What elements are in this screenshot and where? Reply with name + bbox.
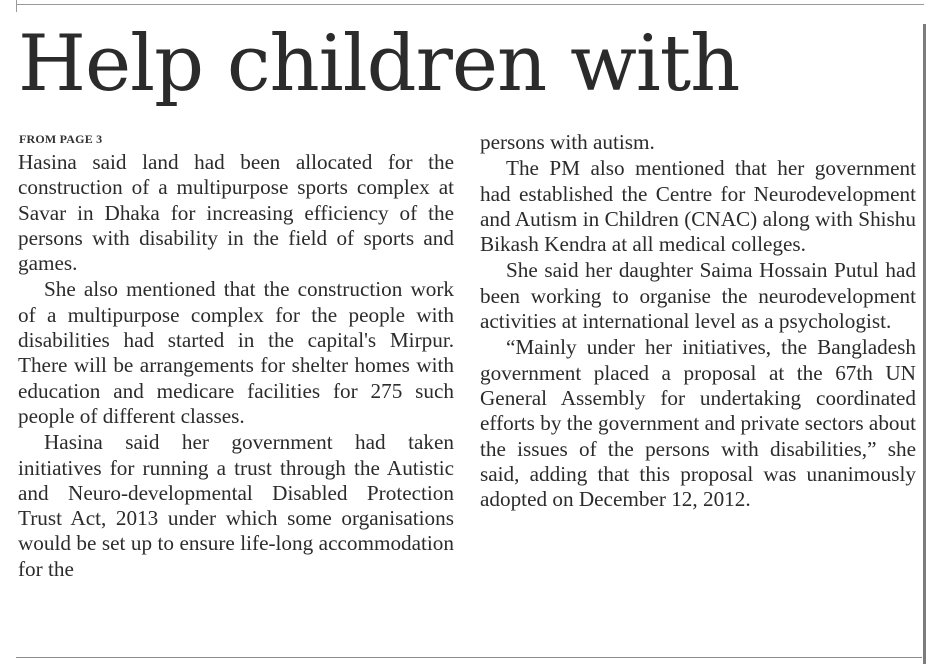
- paragraph-land-allocation: Hasina said land had been allocated for the construction of a multipurpose sports complex at Savar in Dhaka for increasing efficiency of the persons with disability in the field of sports and games.: [18, 150, 454, 276]
- paragraph-continuation: persons with autism.: [480, 130, 655, 154]
- top-left-tick: [16, 0, 17, 12]
- top-rule: [16, 4, 924, 5]
- left-column: [18, 150, 454, 582]
- paragraph-un-proposal: “Mainly under her initiatives, the Bangladesh government placed a proposal at the 67th UN General Assembly for undertaking coordinated efforts by the government and private sectors about the issues of the persons with disabilities,” she said, adding that this proposal was unanimously adopted on December 12, 2012.: [480, 335, 916, 512]
- right-column-rule: [923, 24, 926, 664]
- right-column: [480, 130, 916, 512]
- jump-kicker: FROM PAGE 3: [19, 132, 103, 146]
- paragraph-mirpur-complex: She also mentioned that the construction work of a multipurpose complex for the people with disabilities had started in the capital's Mirpur. There will be arrangements for shelter homes with education and medicare facilities for 275 such people of different classes.: [18, 277, 454, 428]
- article-headline: Help children with: [18, 19, 740, 109]
- paragraph-saima-hossain: She said her daughter Saima Hossain Putul had been working to organise the neurodevelopment activities at international level as a psychologist.: [480, 258, 916, 334]
- paragraph-trust-act: Hasina said her government had taken initiatives for running a trust through the Autistic and Neuro-developmental Disabled Protection Trust Act, 2013 under which some organisations would be set up to ensure life-long accommodation for the: [18, 430, 454, 581]
- bottom-rule: [16, 657, 922, 658]
- paragraph-cnac: The PM also mentioned that her government had established the Centre for Neurodevelopment and Autism in Children (CNAC) along with Shishu Bikash Kendra at all medical colleges.: [480, 156, 916, 257]
